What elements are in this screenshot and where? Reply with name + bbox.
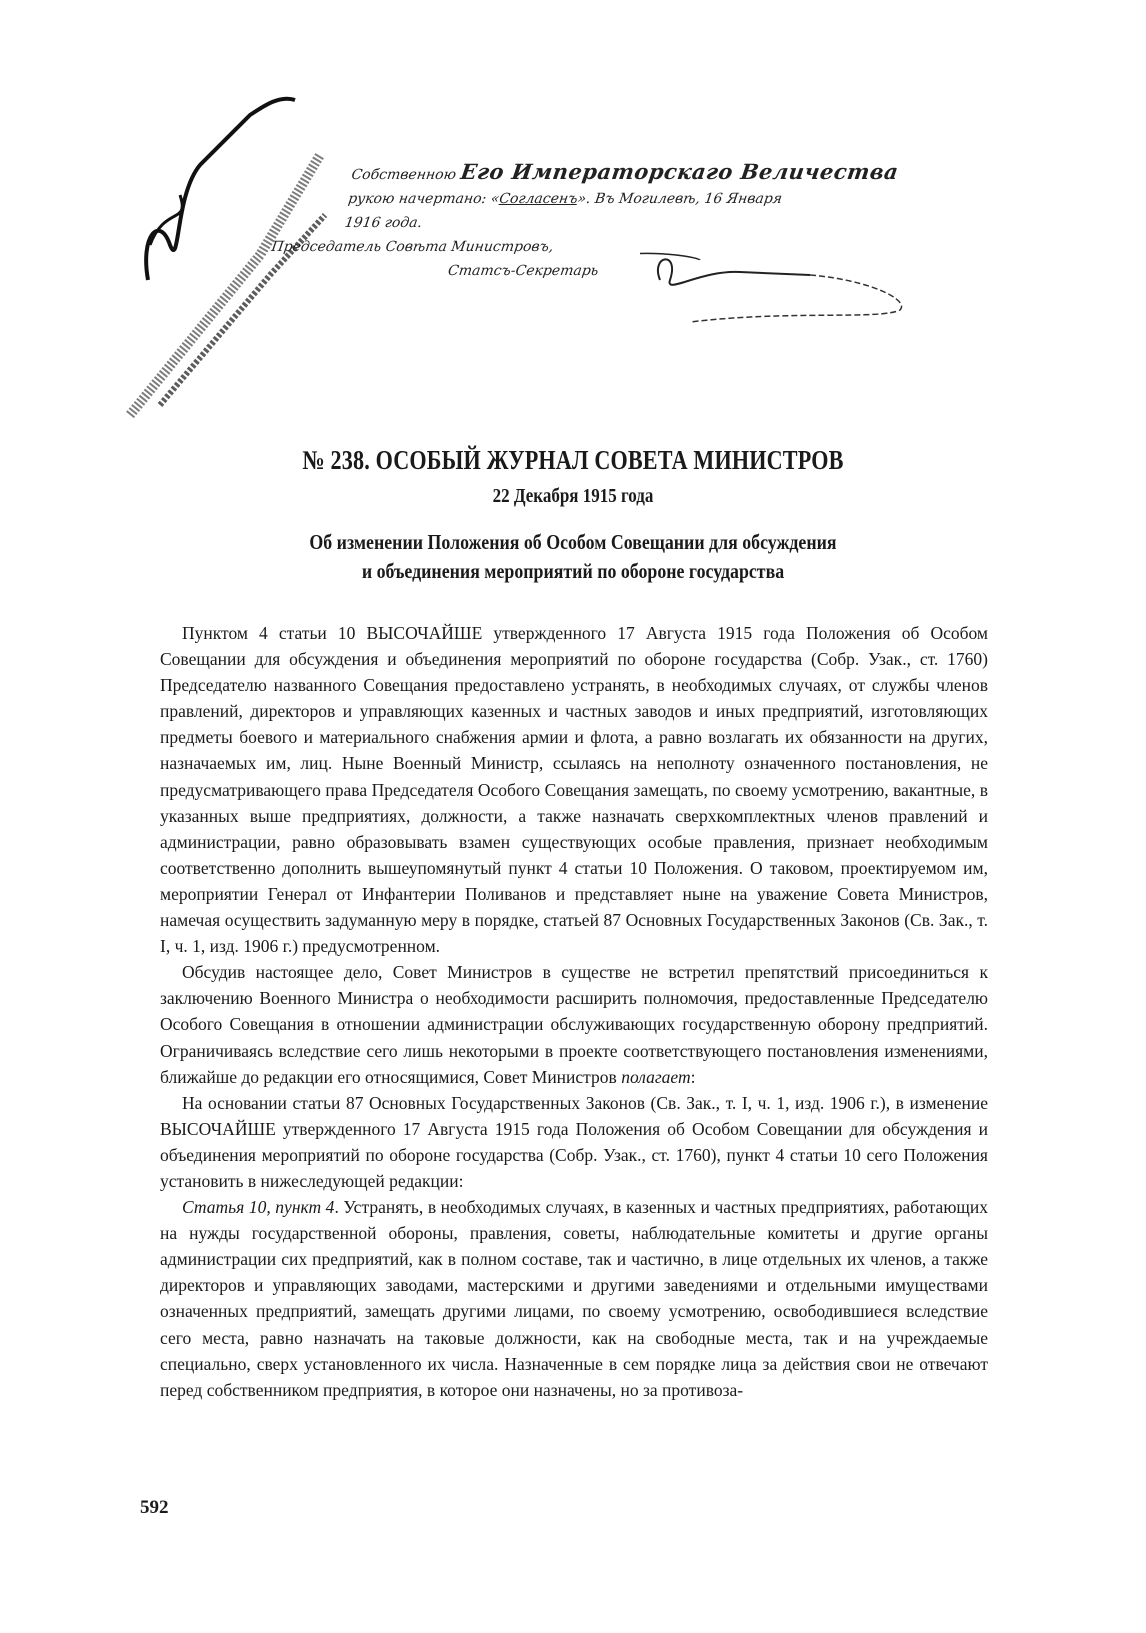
document-body — [160, 620, 988, 1403]
document-title: № 238. ОСОБЫЙ ЖУРНАЛ СОВЕТА МИНИСТРОВ — [302, 445, 844, 475]
note-line-3: 1916 года. — [343, 215, 424, 231]
note-line-2: рукою начертано: «Согласенъ». Въ Могилевѣ, 16 Января — [347, 191, 784, 207]
signature-flourish — [640, 250, 940, 330]
note-line-5: Статсъ-Секретарь — [446, 263, 600, 279]
note-line-4: Председатель Совѣта Министровъ, — [270, 239, 555, 255]
paragraph: Статья 10, пункт 4. Устранять, в необходимых случаях, в казенных и частных предприятиях, работающих на нужды государственной обороны, правления, советы, наблюдательные комитеты и другие органы администрации сих предприятий, как в полном составе, так и частично, в лице отдельных их членов, а также директоров и управляющих заводами, мастерскими и другими заведениями и отдельными имуществами означенных предприятий, замещать другими лицами, по своему усмотрению, освободившиеся вследствие сего места, равно назначать на таковые должности, как на свободные места, так и на учреждаемые специально, сверх установленного их числа. Назначенные в сем порядке лица за действия свои не отвечают перед собственником предприятия, в которое они назначены, но за противоза- — [160, 1197, 988, 1400]
page-number: 592 — [140, 1497, 169, 1518]
paragraph: Обсудив настоящее дело, Совет Министров в существе не встретил препятствий присоединиться к заключению Военного Министра о необходимости расширить полномочия, предоставленные Председателю Особого Совещания в отношении администрации обслуживающих государственную оборону предприятий. Ограничиваясь вследствие сего лишь некоторыми в проекте соответствующего постановления изменениями, ближайше до редакции его относящимися, Совет Министров полагает: — [160, 962, 988, 1087]
note-line-1: Собственною Его Императорскаго Величества — [350, 159, 901, 184]
paragraph: На основании статьи 87 Основных Государственных Законов (Св. Зак., т. I, ч. 1, изд. 1906 г.), в изменение ВЫСОЧАЙШЕ утвержденного 17 Августа 1915 года Положения об Особом Совещании для обсуждения и объединения мероприятий по обороне государства (Собр. Узак., ст. 1760), пункт 4 статьи 10 сего Положения установить в нижеследующей редакции: — [160, 1092, 988, 1191]
document-date: 22 Декабря 1915 года — [492, 485, 654, 507]
document-subject: Об изменении Положения об Особом Совещании для обсуждения и объединения мероприятий по обороне государства — [309, 530, 837, 583]
handwritten-resolution-slash — [120, 95, 330, 425]
paragraph: Пунктом 4 статьи 10 ВЫСОЧАЙШЕ утвержденного 17 Августа 1915 года Положения об Особом Совещании для обсуждения и объединения мероприятий по обороне государства (Собр. Узак., ст. 1760) Председателю названного Совещания предоставлено устранять, в необходимых случаях, от службы членов правлений, директоров и управляющих казенных и частных заводов и иных предприятий, изготовляющих предметы боевого и материального снабжения армии и флота, а равно возлагать их обязанности на других, назначаемых им, лиц. Ныне Военный Министр, ссылаясь на неполноту означенного постановления, не предусматривающего права Председателя Особого Совещания замещать, по своему усмотрению, вакантные, в указанных выше предприятиях, должности, а также назначать сверхкомплектных членов правлений и администрации, равно образовывать взамен существующих особые правления, признает необходимым соответственно дополнить вышеупомянутый пункт 4 статьи 10 Положения. О таковом, проектируемом им, мероприятии Генерал от Инфантерии Поливанов и представляет ныне на уважение Совета Министров, намечая осуществить задуманную меру в порядке, статьей 87 Основных Государственных Законов (Св. Зак., т. I, ч. 1, изд. 1906 г.) предусмотренном. — [160, 623, 988, 957]
